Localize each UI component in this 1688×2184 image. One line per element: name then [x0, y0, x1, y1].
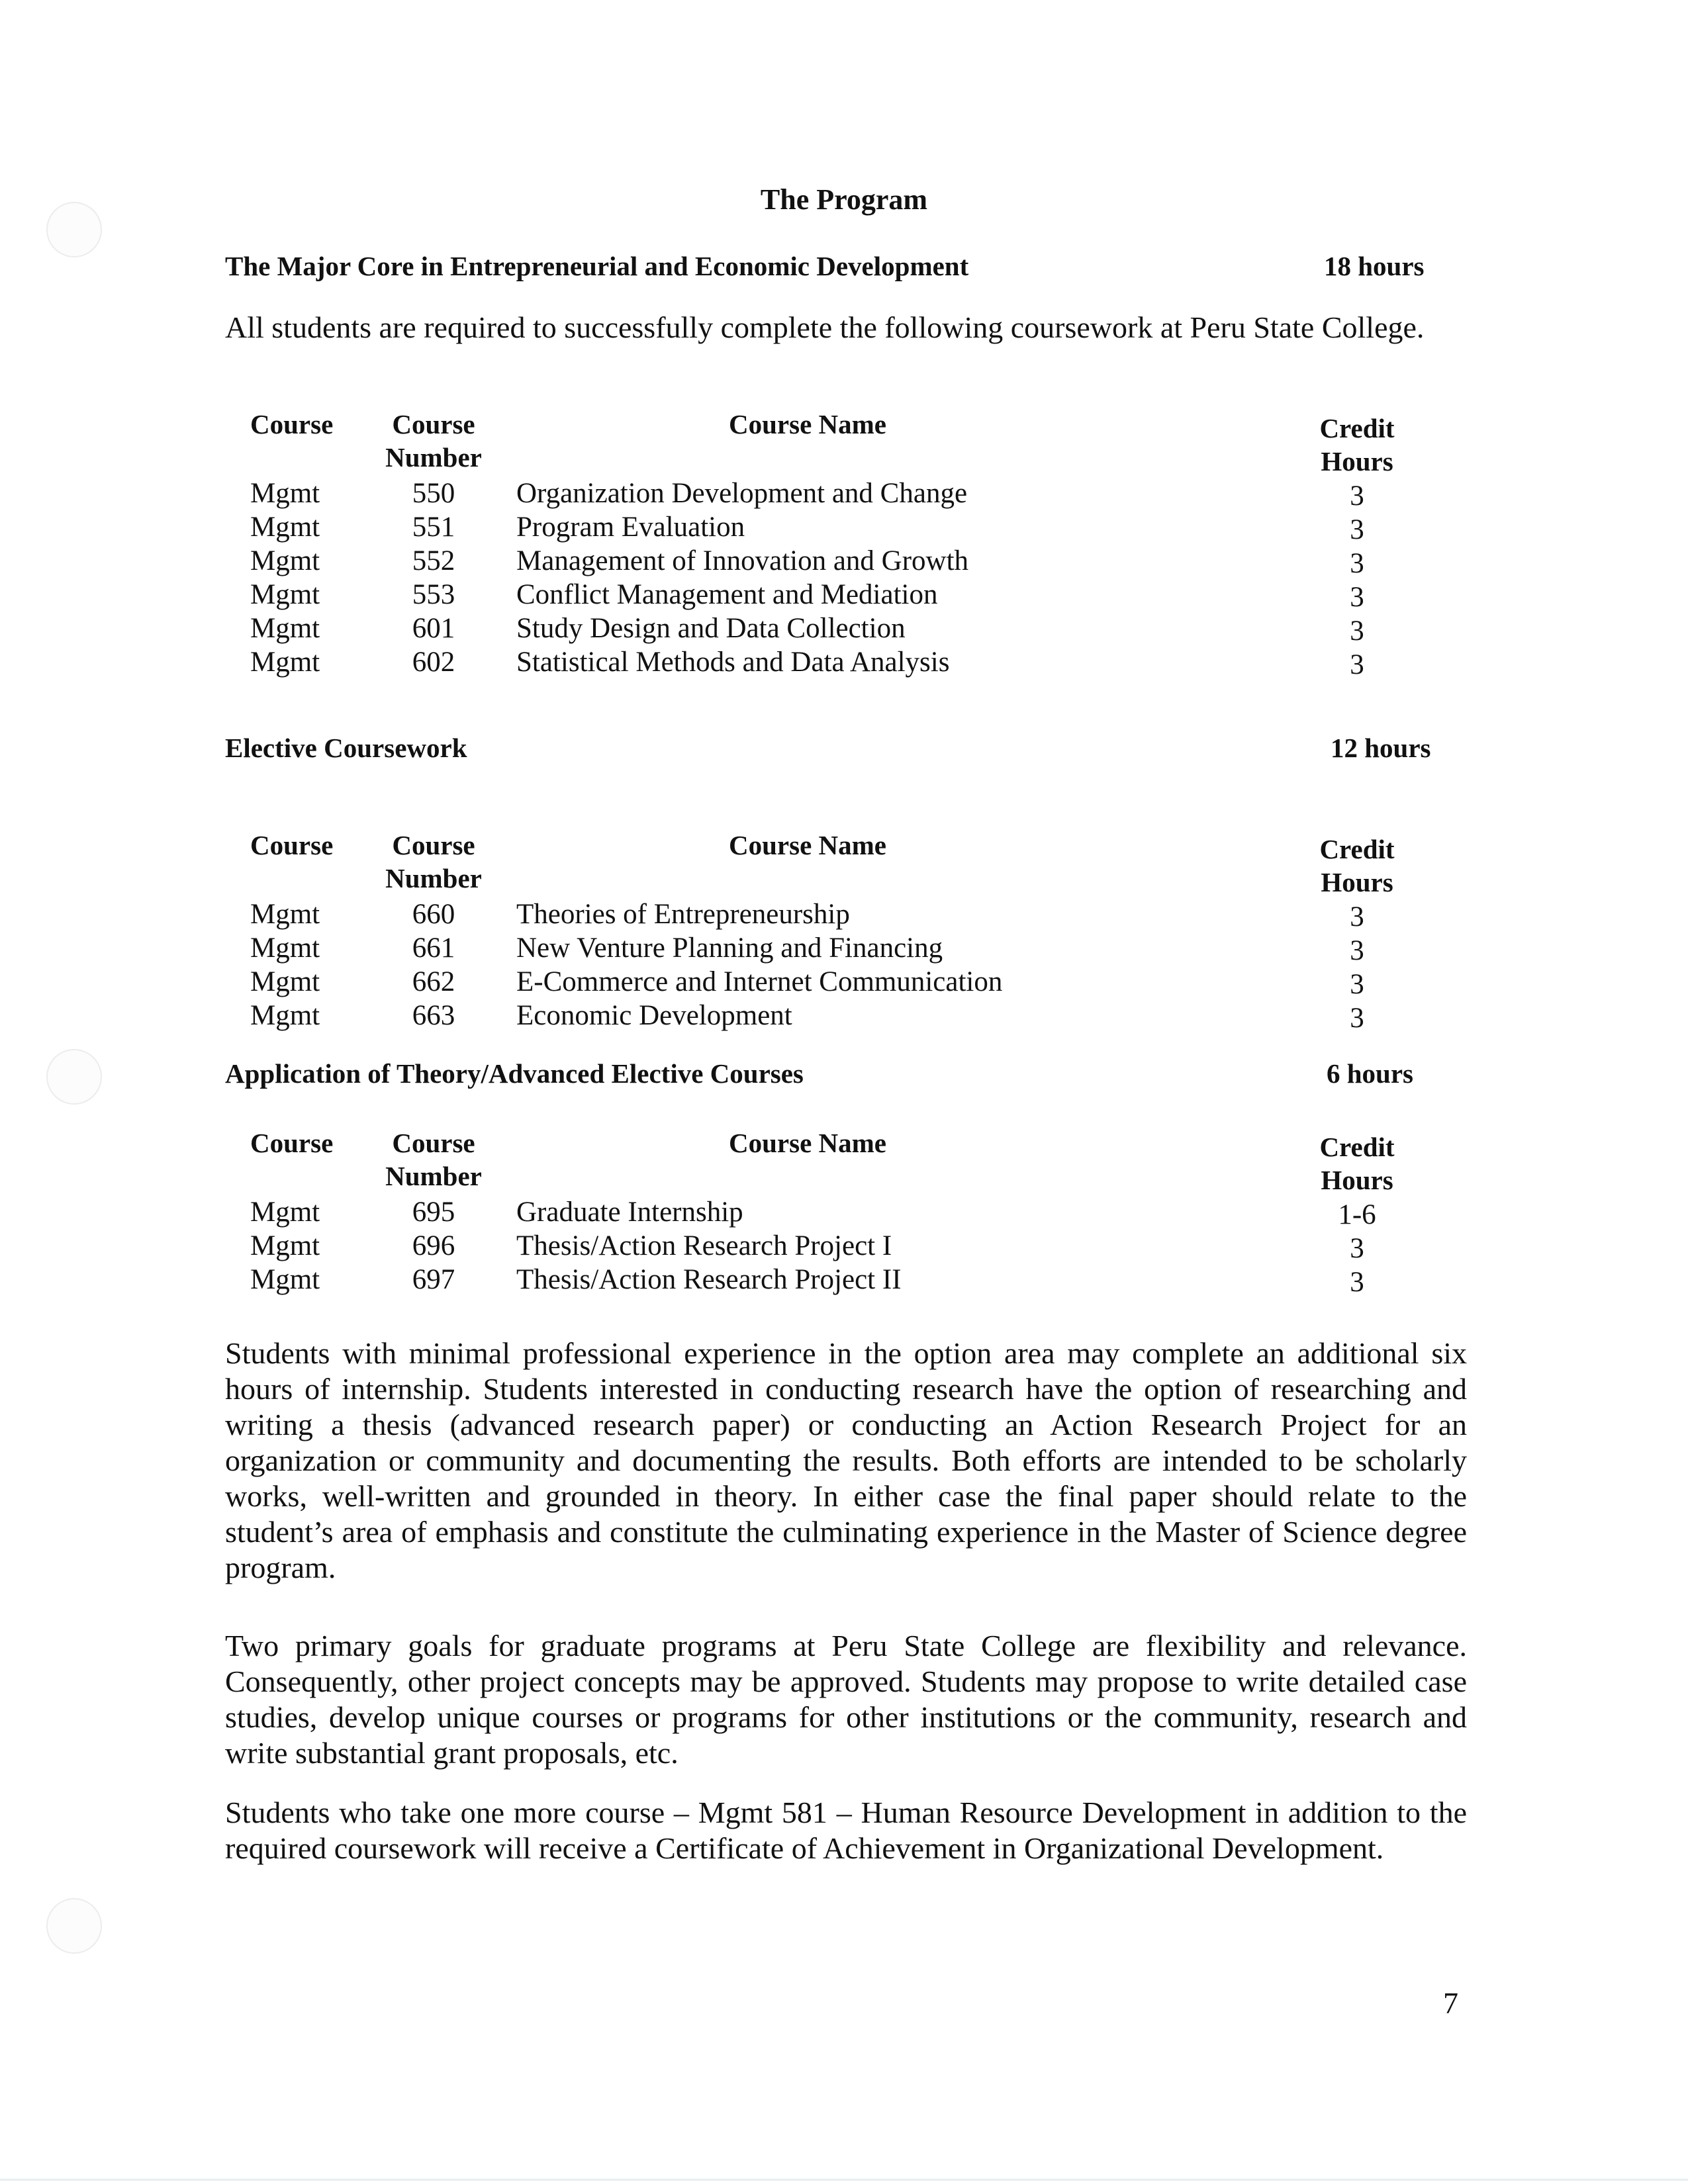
- cell-credit: 3: [1350, 548, 1364, 579]
- table-row: [225, 931, 1470, 965]
- cell-credit: 3: [1350, 1003, 1364, 1034]
- cell-number: 601: [412, 613, 455, 644]
- cell-dept: Mgmt: [250, 647, 320, 678]
- cell-name: Theories of Entrepreneurship: [516, 899, 850, 930]
- table-header: [225, 1126, 1470, 1195]
- cell-credit: 3: [1350, 582, 1364, 613]
- table-header: [225, 408, 1470, 477]
- table-row: [225, 544, 1470, 578]
- cell-dept: Mgmt: [250, 545, 320, 576]
- scan-edge-line: [0, 2179, 1688, 2181]
- elective-heading-text: Elective Coursework: [225, 733, 467, 763]
- col-header-number-line1: Course: [392, 1128, 475, 1158]
- col-header-credit: [1311, 412, 1403, 478]
- table-row: [225, 1263, 1470, 1297]
- col-header-number: [377, 408, 490, 474]
- application-section-heading: [225, 1058, 1436, 1089]
- cell-dept: Mgmt: [250, 933, 320, 964]
- cell-name: Study Design and Data Collection: [516, 613, 906, 644]
- page-title: The Program: [760, 183, 928, 216]
- cell-name: Program Evaluation: [516, 512, 745, 543]
- table-row: [225, 1195, 1470, 1229]
- cell-name: Organization Development and Change: [516, 478, 968, 509]
- cell-dept: Mgmt: [250, 899, 320, 930]
- cell-dept: Mgmt: [250, 478, 320, 509]
- cell-credit: 3: [1350, 969, 1364, 1000]
- col-header-course: Course: [250, 1128, 334, 1158]
- table-row: [225, 578, 1470, 612]
- table-row: [225, 897, 1470, 931]
- cell-dept: Mgmt: [250, 1264, 320, 1295]
- cell-credit: 3: [1350, 1233, 1364, 1264]
- col-header-number: [377, 829, 490, 895]
- table-row: [225, 645, 1470, 679]
- col-header-credit-line2: Hours: [1321, 446, 1393, 477]
- cell-number: 550: [412, 478, 455, 509]
- elective-hours: 12 hours: [1331, 733, 1431, 763]
- core-course-table: [225, 408, 1470, 679]
- col-header-name: Course Name: [729, 830, 886, 860]
- table-row: [225, 510, 1470, 544]
- cell-credit: 3: [1350, 1267, 1364, 1298]
- cell-name: Conflict Management and Mediation: [516, 579, 938, 610]
- col-header-course: Course: [250, 830, 334, 860]
- cell-number: 602: [412, 647, 455, 678]
- table-body: [225, 477, 1470, 679]
- cell-number: 553: [412, 579, 455, 610]
- cell-name: E-Commerce and Internet Communication: [516, 966, 1003, 997]
- table-body: [225, 1195, 1470, 1297]
- cell-name: Thesis/Action Research Project II: [516, 1264, 902, 1295]
- elective-course-table: [225, 829, 1470, 1032]
- cell-dept: Mgmt: [250, 613, 320, 644]
- page-number: 7: [1443, 1986, 1458, 2020]
- cell-name: Graduate Internship: [516, 1197, 743, 1228]
- col-header-credit-line2: Hours: [1321, 1165, 1393, 1195]
- cell-name: Management of Innovation and Growth: [516, 545, 969, 576]
- cell-credit: 3: [1350, 901, 1364, 933]
- punch-hole-bottom: [46, 1898, 102, 1954]
- cell-number: 695: [412, 1197, 455, 1228]
- core-heading-text: The Major Core in Entrepreneurial and Economic Development: [225, 251, 969, 281]
- table-row: [225, 965, 1470, 999]
- cell-dept: Mgmt: [250, 966, 320, 997]
- col-header-credit: [1311, 833, 1403, 899]
- core-hours: 18 hours: [1324, 251, 1425, 281]
- application-heading-text: Application of Theory/Advanced Elective Courses: [225, 1058, 804, 1089]
- table-row: [225, 999, 1470, 1032]
- elective-section-heading: [225, 732, 1436, 764]
- table-row: [225, 612, 1470, 645]
- core-section-heading: [225, 250, 1436, 282]
- cell-dept: Mgmt: [250, 1230, 320, 1261]
- col-header-number-line2: Number: [385, 863, 482, 893]
- cell-dept: Mgmt: [250, 1000, 320, 1031]
- cell-number: 663: [412, 1000, 455, 1031]
- col-header-credit-line1: Credit: [1319, 413, 1395, 443]
- cell-credit: 3: [1350, 935, 1364, 966]
- col-header-name: Course Name: [729, 1128, 886, 1158]
- col-header-number-line2: Number: [385, 442, 482, 473]
- col-header-credit-line1: Credit: [1319, 1132, 1395, 1162]
- col-header-number-line2: Number: [385, 1161, 482, 1191]
- table-row: [225, 1229, 1470, 1263]
- col-header-number-line1: Course: [392, 830, 475, 860]
- cell-dept: Mgmt: [250, 512, 320, 543]
- cell-number: 551: [412, 512, 455, 543]
- cell-credit: 1-6: [1338, 1199, 1376, 1230]
- certificate-paragraph: Students who take one more course – Mgmt 581 – Human Resource Development in addition to the required coursework will receive a Certificate of Achievement in Organizational Development.: [225, 1796, 1467, 1865]
- col-header-credit: [1311, 1130, 1403, 1197]
- col-header-course: Course: [250, 409, 334, 439]
- program-goals-paragraph: Two primary goals for graduate programs at Peru State College are flexibility and relevance. Consequently, other project concepts may be approved. Students may propose to write detailed case studies, develop unique courses or programs for other institutions or the community, research and write substantial grant proposals, etc.: [225, 1629, 1467, 1770]
- table-row: [225, 477, 1470, 510]
- cell-dept: Mgmt: [250, 579, 320, 610]
- col-header-number: [377, 1126, 490, 1193]
- cell-number: 662: [412, 966, 455, 997]
- application-hours: 6 hours: [1327, 1058, 1414, 1089]
- application-course-table: [225, 1126, 1470, 1297]
- cell-name: New Venture Planning and Financing: [516, 933, 943, 964]
- core-intro-paragraph: All students are required to successfully complete the following coursework at Peru State College.: [225, 310, 1425, 344]
- table-body: [225, 897, 1470, 1032]
- cell-dept: Mgmt: [250, 1197, 320, 1228]
- cell-number: 660: [412, 899, 455, 930]
- cell-credit: 3: [1350, 480, 1364, 512]
- col-header-number-line1: Course: [392, 409, 475, 439]
- table-header: [225, 829, 1470, 897]
- research-options-paragraph: Students with minimal professional experience in the option area may complete an additional six hours of internship. Students interested in conducting research have the option of researching and writing a thesis (advanced research paper) or conducting an Action Research Project for an organization or community and documenting the results. Both efforts are intended to be scholarly works, well-written and grounded in theory. In either case the final paper should relate to the student’s area of emphasis and constitute the culminating experience in the Master of Science degree program.: [225, 1336, 1467, 1584]
- cell-name: Thesis/Action Research Project I: [516, 1230, 892, 1261]
- cell-credit: 3: [1350, 649, 1364, 680]
- col-header-credit-line1: Credit: [1319, 834, 1395, 864]
- cell-number: 661: [412, 933, 455, 964]
- cell-credit: 3: [1350, 615, 1364, 647]
- cell-name: Statistical Methods and Data Analysis: [516, 647, 950, 678]
- col-header-credit-line2: Hours: [1321, 867, 1393, 897]
- cell-name: Economic Development: [516, 1000, 792, 1031]
- cell-number: 552: [412, 545, 455, 576]
- cell-credit: 3: [1350, 514, 1364, 545]
- punch-hole-middle: [46, 1049, 102, 1105]
- col-header-name: Course Name: [729, 409, 886, 439]
- cell-number: 697: [412, 1264, 455, 1295]
- cell-number: 696: [412, 1230, 455, 1261]
